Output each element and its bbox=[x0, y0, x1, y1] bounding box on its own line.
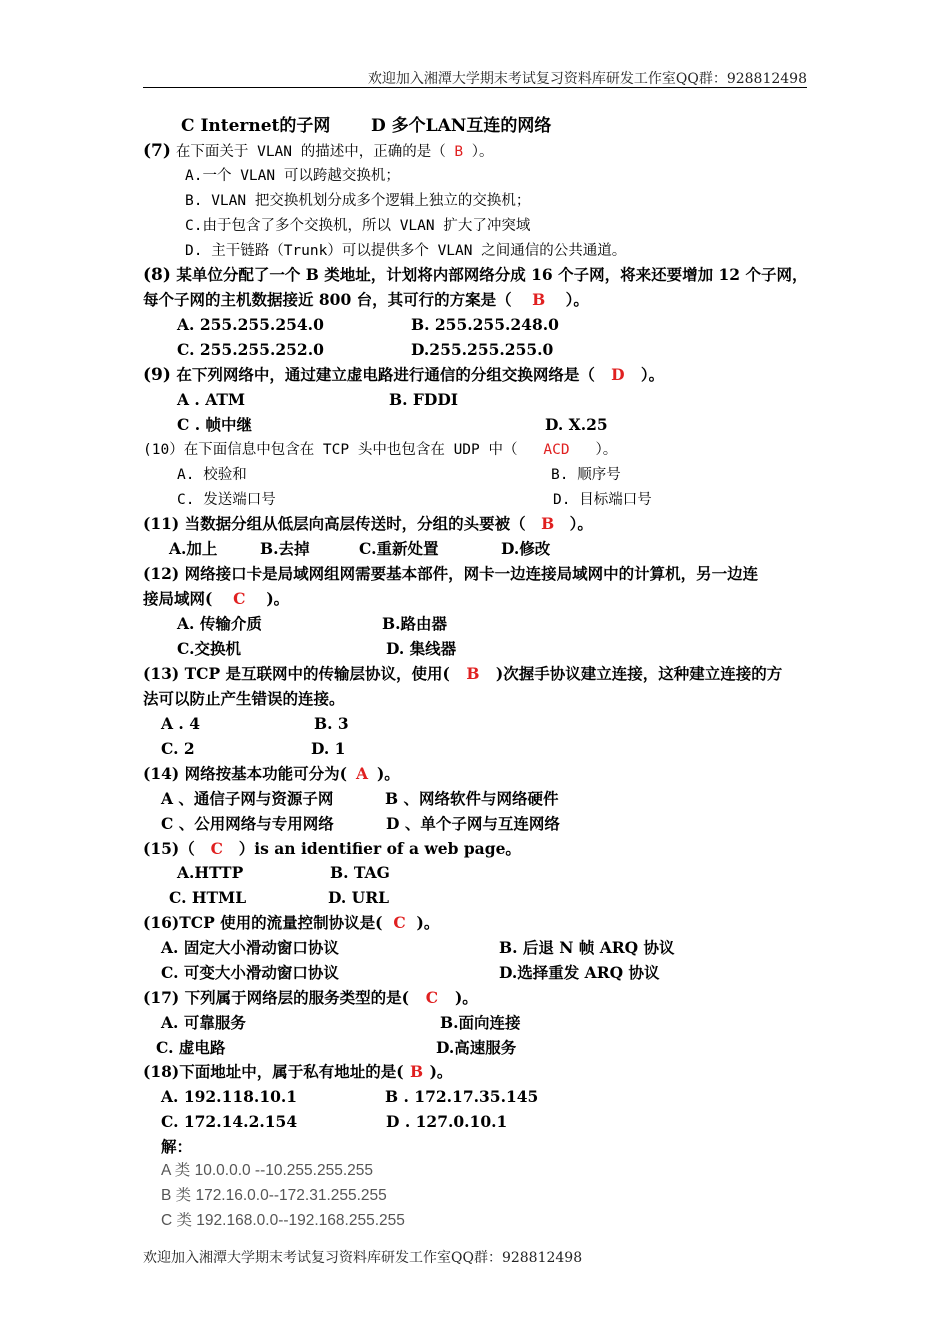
q16-option-d: D.选择重发 ARQ 协议 bbox=[499, 963, 660, 982]
q17-option-a: A. 可靠服务 bbox=[161, 1013, 246, 1032]
q15-answer: C bbox=[210, 839, 223, 858]
q14-option-a: A 、通信子网与资源子网 bbox=[161, 789, 334, 808]
header-divider bbox=[143, 87, 807, 88]
q12-answer: C bbox=[233, 589, 246, 608]
q16-stem: (16)TCP 使用的流量控制协议是( bbox=[143, 913, 383, 932]
question-9 bbox=[143, 365, 664, 385]
q8-option-b: B. 255.255.248.0 bbox=[411, 315, 559, 334]
q7-answer: B bbox=[454, 144, 464, 160]
q11-option-d: D.修改 bbox=[501, 539, 551, 558]
q13-option-a: A . 4 bbox=[161, 714, 200, 733]
q18-option-d: D . 127.0.10.1 bbox=[386, 1112, 508, 1131]
q18-stem: (18)下面地址中，属于私有地址的是( bbox=[143, 1062, 404, 1081]
q10-stem-end: ）。 bbox=[595, 442, 618, 458]
q13-stem: (13) TCP 是互联网中的传输层协议，使用( bbox=[143, 664, 450, 683]
question-11 bbox=[143, 514, 593, 534]
question-15 bbox=[143, 839, 521, 859]
q8-stem: 每个子网的主机数据接近 800 台，其可行的方案是（ bbox=[143, 290, 512, 309]
question-7 bbox=[143, 141, 494, 162]
q16-answer: C bbox=[393, 913, 406, 932]
q7-stem: 在下面关于 VLAN 的描述中，正确的是（ bbox=[175, 144, 446, 160]
q11-stem: (11) 当数据分组从低层向高层传送时，分组的头要被（ bbox=[143, 514, 526, 533]
page-footer: 欢迎加入湘潭大学期末考试复习资料库研发工作室QQ群：928812498 bbox=[143, 1250, 583, 1266]
q16-stem-end: )。 bbox=[416, 913, 440, 932]
q9-option-b: B. FDDI bbox=[389, 390, 459, 409]
q9-stem-end: ）。 bbox=[640, 365, 665, 384]
q9-number: (9) bbox=[143, 365, 171, 385]
q8-stem-text: 某单位分配了一个 B 类地址，计划将内部网络分成 16 个子网，将来还要增加 12 个子网， bbox=[176, 265, 808, 284]
q13-stem-line2: 法可以防止产生错误的连接。 bbox=[143, 689, 345, 708]
q11-answer: B bbox=[541, 514, 555, 533]
q8-option-a: A. 255.255.254.0 bbox=[177, 315, 324, 334]
q14-stem: (14) 网络按基本功能可分为( bbox=[143, 764, 347, 783]
q16-option-c: C. 可变大小滑动窗口协议 bbox=[161, 963, 339, 982]
q10-option-a: A. 校验和 bbox=[177, 467, 247, 483]
q17-answer: C bbox=[425, 988, 439, 1007]
q7-option-c: C.由于包含了多个交换机，所以 VLAN 扩大了冲突域 bbox=[185, 218, 531, 234]
q13-stem-end: )次握手协议建立连接，这种建立连接的方 bbox=[495, 664, 783, 683]
q7-number: (7) bbox=[143, 141, 171, 161]
q15-option-d: D. URL bbox=[328, 888, 389, 907]
page-header: 欢迎加入湘潭大学期末考试复习资料库研发工作室QQ群：928812498 bbox=[367, 71, 807, 87]
q8-number: (8) bbox=[143, 265, 171, 285]
q17-stem-end: )。 bbox=[454, 988, 478, 1007]
q12-stem-line1: (12) 网络接口卡是局域网组网需要基本部件，网卡一边连接局域网中的计算机，另一边连 bbox=[143, 564, 759, 583]
q12-option-b: B.路由器 bbox=[382, 614, 447, 633]
q8-answer: B bbox=[532, 290, 546, 309]
q18-option-b: B . 172.17.35.145 bbox=[385, 1087, 539, 1106]
q15-option-b: B. TAG bbox=[330, 863, 390, 882]
q10-stem: (10）在下面信息中包含在 TCP 头中也包含在 UDP 中（ bbox=[143, 442, 518, 458]
q14-option-c: C 、公用网络与专用网络 bbox=[161, 814, 334, 833]
q10-answer: ACD bbox=[543, 442, 570, 458]
q14-option-b: B 、网络软件与网络硬件 bbox=[385, 789, 559, 808]
q7-stem-end: ）。 bbox=[471, 144, 494, 160]
question-10 bbox=[143, 440, 617, 460]
q9-option-a: A . ATM bbox=[177, 390, 246, 409]
q13-answer: B bbox=[466, 664, 480, 683]
q9-option-d: D. X.25 bbox=[545, 415, 608, 434]
q8-stem-end: ）。 bbox=[565, 290, 589, 309]
solution-label: 解： bbox=[161, 1137, 193, 1156]
q12-stem-end: )。 bbox=[266, 589, 290, 608]
q13-stem-line1 bbox=[143, 664, 782, 684]
q16-option-b: B. 后退 N 帧 ARQ 协议 bbox=[499, 938, 675, 957]
q14-option-d: D 、单个子网与互连网络 bbox=[386, 814, 560, 833]
q7-option-a: A.一个 VLAN 可以跨越交换机； bbox=[185, 168, 400, 184]
q17-stem: (17) 下列属于网络层的服务类型的是( bbox=[143, 988, 409, 1007]
q6-option-c: C Internet的子网 bbox=[181, 116, 331, 136]
q9-stem: 在下列网络中，通过建立虚电路进行通信的分组交换网络是（ bbox=[176, 365, 595, 384]
q15-option-a: A.HTTP bbox=[177, 863, 244, 882]
q12-option-d: D. 集线器 bbox=[386, 639, 457, 658]
q18-option-c: C. 172.14.2.154 bbox=[161, 1112, 298, 1131]
q11-option-b: B.去掉 bbox=[260, 539, 310, 558]
q18-option-a: A. 192.118.10.1 bbox=[161, 1087, 298, 1106]
q6-option-d: D 多个LAN互连的网络 bbox=[371, 116, 552, 136]
q10-option-d: D. 目标端口号 bbox=[553, 492, 652, 508]
q8-option-d: D.255.255.255.0 bbox=[411, 340, 554, 359]
q15-stem-end: ）is an identifier of a web page。 bbox=[238, 839, 521, 858]
solution-row-b: B 类 172.16.0.0--172.31.255.255 bbox=[161, 1187, 387, 1204]
q17-option-b: B.面向连接 bbox=[440, 1013, 521, 1032]
q17-option-c: C. 虚电路 bbox=[156, 1038, 226, 1057]
question-16 bbox=[143, 913, 439, 933]
q12-stem: 接局域网( bbox=[143, 589, 213, 608]
question-14 bbox=[143, 764, 400, 784]
question-17 bbox=[143, 988, 478, 1008]
q13-option-d: D. 1 bbox=[311, 739, 346, 758]
q17-option-d: D.高速服务 bbox=[436, 1038, 517, 1057]
q12-option-c: C.交换机 bbox=[177, 639, 241, 658]
question-18 bbox=[143, 1062, 452, 1082]
q11-option-a: A.加上 bbox=[169, 539, 218, 558]
q15-stem: (15)（ bbox=[143, 839, 195, 858]
solution-row-c: C 类 192.168.0.0--192.168.255.255 bbox=[161, 1212, 405, 1229]
q9-option-c: C . 帧中继 bbox=[177, 415, 253, 434]
q8-option-c: C. 255.255.252.0 bbox=[177, 340, 324, 359]
q9-answer: D bbox=[611, 365, 625, 384]
q16-option-a: A. 固定大小滑动窗口协议 bbox=[161, 938, 339, 957]
q11-option-c: C.重新处置 bbox=[359, 539, 439, 558]
q12-stem-line2 bbox=[143, 589, 289, 609]
q7-option-b: B. VLAN 把交换机划分成多个逻辑上独立的交换机； bbox=[185, 193, 531, 209]
q18-answer: B bbox=[410, 1062, 424, 1081]
q15-option-c: C. HTML bbox=[169, 888, 247, 907]
q13-option-c: C. 2 bbox=[161, 739, 195, 758]
q12-option-a: A. 传输介质 bbox=[177, 614, 262, 633]
q14-answer: A bbox=[355, 764, 368, 783]
q14-stem-end: )。 bbox=[376, 764, 400, 783]
q18-stem-end: )。 bbox=[429, 1062, 453, 1081]
q11-stem-end: ）。 bbox=[569, 514, 593, 533]
q10-option-b: B. 顺序号 bbox=[551, 467, 621, 483]
q7-option-d: D. 主干链路（Trunk）可以提供多个 VLAN 之间通信的公共通道。 bbox=[185, 243, 627, 259]
q10-option-c: C. 发送端口号 bbox=[177, 492, 276, 508]
solution-row-a: A 类 10.0.0.0 --10.255.255.255 bbox=[161, 1162, 373, 1179]
q8-stem-line2 bbox=[143, 290, 589, 310]
q8-stem-line1 bbox=[143, 265, 807, 285]
q13-option-b: B. 3 bbox=[314, 714, 349, 733]
